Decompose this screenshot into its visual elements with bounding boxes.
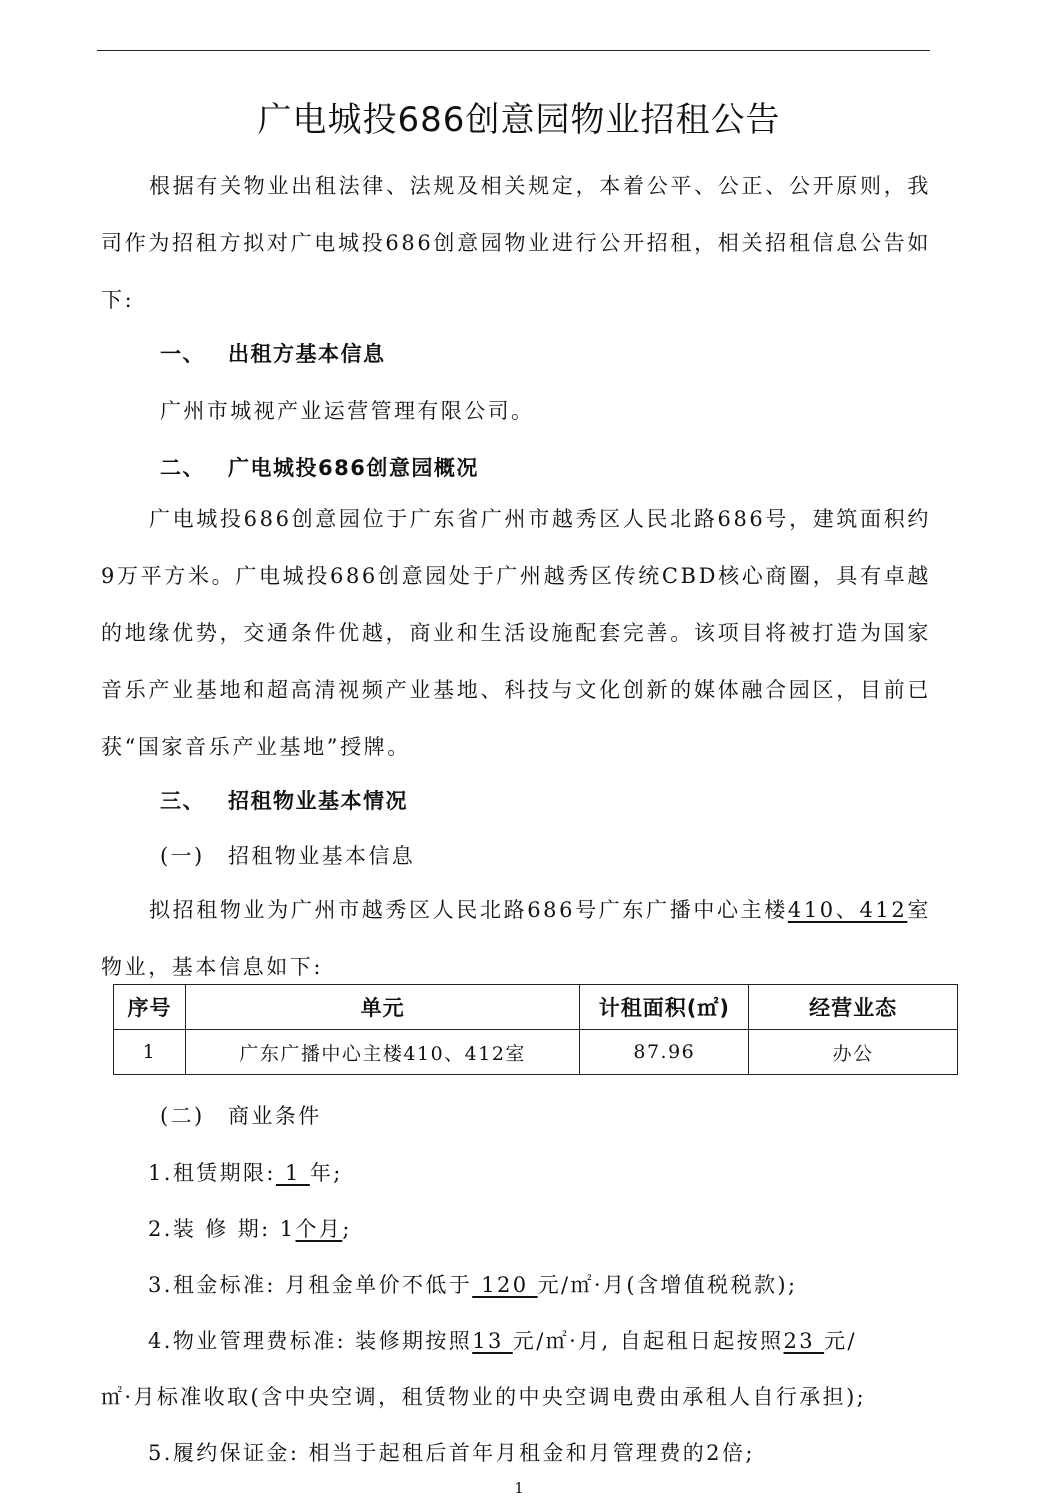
cell-unit: 广东广播中心主楼410、412室	[185, 1030, 580, 1075]
term-4-middle: 元/㎡·月, 自起租日起按照	[512, 1329, 784, 1353]
header-rule	[97, 50, 930, 51]
section-2-number: 二、	[160, 456, 205, 480]
header-seq: 序号	[114, 985, 186, 1030]
term-renovation-period	[148, 1213, 352, 1243]
term-2-suffix: ;	[342, 1217, 352, 1241]
table-header-row	[114, 985, 958, 1030]
term-lease-period	[148, 1157, 343, 1187]
term-4-value-lease: 23	[783, 1329, 825, 1353]
lessor-name: 广州市城视产业运营管理有限公司。	[160, 399, 535, 423]
term-deposit: 5.履约保证金: 相当于起租后首年月租金和月管理费的2倍;	[148, 1441, 755, 1465]
term-rent-standard	[148, 1269, 797, 1299]
intro-paragraph: 根据有关物业出租法律、法规及相关规定，本着公平、公正、公开原则，我司作为招租方拟对广电城投686创意园物业进行公开招租，相关招租信息公告如下:	[101, 174, 931, 312]
term-1-unit: 年;	[309, 1161, 343, 1185]
term-management-fee-continued: ㎡·月标准收取(含中央空调，租赁物业的中央空调电费由承租人自行承担);	[101, 1385, 867, 1409]
section-3-heading	[160, 785, 408, 815]
header-area: 计租面积(㎡)	[580, 985, 749, 1030]
section-3-number: 三、	[160, 789, 205, 813]
section-1-heading	[160, 338, 386, 368]
section-1-title: 出租方基本信息	[228, 342, 386, 366]
subsection-2-heading	[160, 1100, 322, 1130]
subsection-2-title: 商业条件	[228, 1104, 322, 1128]
page-number: 1	[514, 1479, 524, 1497]
term-4-unit: 元/	[824, 1329, 857, 1353]
header-usage: 经营业态	[749, 985, 958, 1030]
term-4-value-renovation: 13	[472, 1329, 513, 1353]
section-2-title: 广电城投686创意园概况	[228, 456, 479, 480]
subsection-1-number: (一)	[160, 844, 205, 868]
subsection-1-heading	[160, 840, 415, 870]
cell-seq: 1	[114, 1030, 186, 1075]
overview-paragraph: 广电城投686创意园位于广东省广州市越秀区人民北路686号，建筑面积约9万平方米。广电城投686创意园处于广州越秀区传统CBD核心商圈，具有卓越的地缘优势，交通条件优越，商业和生活设施配套完善。该项目将被打造为国家音乐产业基地和超高清视频产业基地、科技与文化创新的媒体融合园区，目前已获“国家音乐产业基地”授牌。	[101, 507, 931, 759]
term-2-value: 个月	[295, 1217, 343, 1241]
header-unit: 单元	[185, 985, 580, 1030]
units-table	[113, 984, 958, 1075]
term-2-label: 2.装 修 期: 1	[148, 1217, 296, 1241]
subsection-2-number: (二)	[160, 1104, 205, 1128]
property-prefix: 拟招租物业为广州市越秀区人民北路686号广东广播中心主楼	[149, 898, 788, 922]
term-management-fee	[148, 1325, 857, 1355]
term-1-label: 1.租赁期限:	[148, 1161, 276, 1185]
property-paragraph	[101, 882, 931, 996]
page-title: 广电城投686创意园物业招租公告	[257, 100, 781, 140]
cell-usage: 办公	[749, 1030, 958, 1075]
section-2-heading	[160, 452, 479, 482]
subsection-1-title: 招租物业基本信息	[228, 844, 416, 868]
table-row	[114, 1030, 958, 1075]
cell-area: 87.96	[580, 1030, 749, 1075]
property-suffix: 室物业，基本信息如下:	[101, 898, 931, 979]
term-3-value: 120	[472, 1273, 538, 1297]
term-4-label: 4.物业管理费标准: 装修期按照	[148, 1329, 473, 1353]
section-1-number: 一、	[160, 342, 205, 366]
term-3-unit: 元/㎡·月(含增值税税款);	[537, 1273, 798, 1297]
term-1-value: 1	[275, 1161, 310, 1185]
section-3-title: 招租物业基本情况	[228, 789, 408, 813]
property-rooms: 410、412	[787, 898, 908, 922]
term-3-label: 3.租金标准: 月租金单价不低于	[148, 1273, 473, 1297]
